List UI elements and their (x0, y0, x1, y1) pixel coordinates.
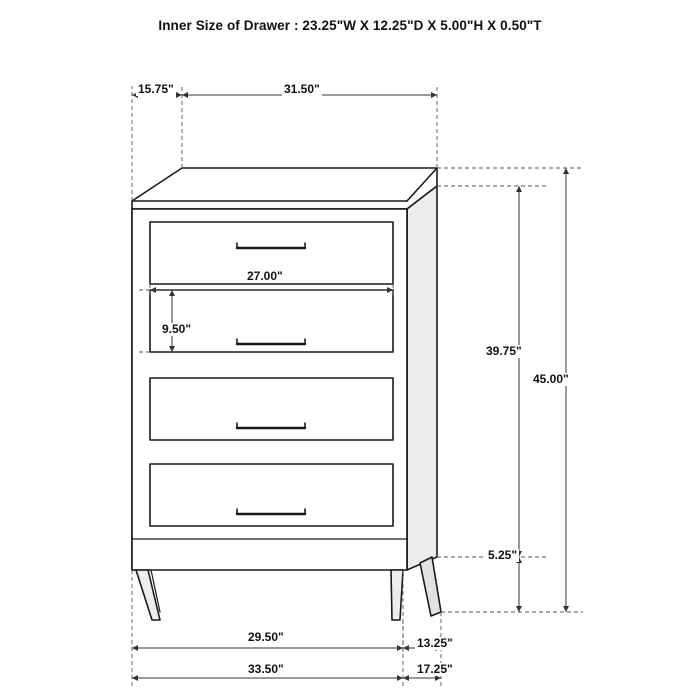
dim-overall-width: 33.50" (248, 662, 284, 676)
case-right-edge (407, 186, 437, 570)
dim-leg-height: 5.25" (488, 548, 518, 562)
dim-width-top: 31.50" (284, 82, 320, 96)
drawer-front-2 (150, 290, 393, 352)
drawer-front-3 (150, 378, 393, 440)
page-title: Inner Size of Drawer : 23.25"W X 12.25"D X 5.00"H X 0.50"T (158, 18, 542, 33)
dim-side-leg-span: 13.25" (417, 636, 453, 650)
top-surface (132, 168, 437, 209)
dim-front-leg-span: 29.50" (248, 630, 284, 644)
dim-depth-top: 15.75" (138, 82, 174, 96)
dim-drawer-front-width: 27.00" (247, 269, 283, 283)
dim-drawer-front-height: 9.50" (162, 322, 192, 336)
dim-overall-height: 45.00" (533, 372, 569, 386)
drawer-front-4 (150, 464, 393, 526)
dim-body-height: 39.75" (486, 344, 522, 358)
dim-overall-depth: 17.25" (417, 662, 453, 676)
